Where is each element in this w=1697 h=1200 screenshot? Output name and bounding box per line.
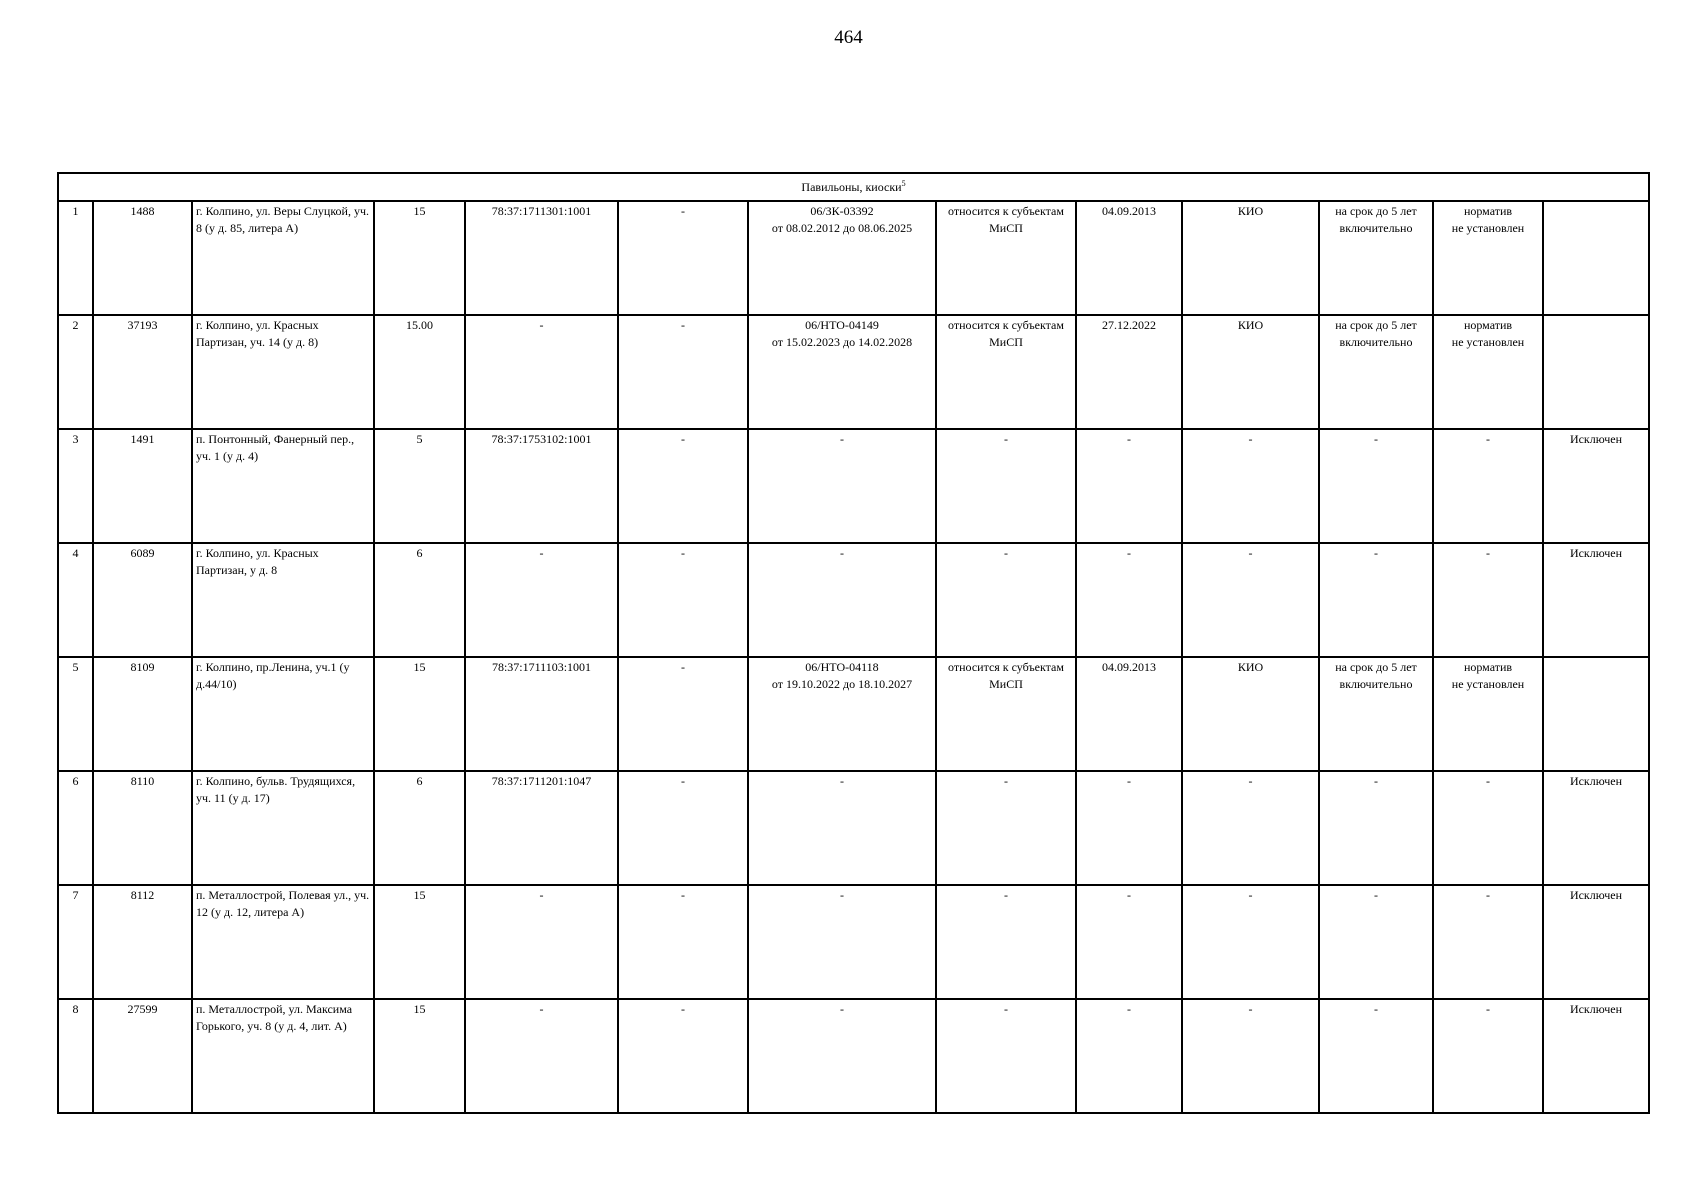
cell-date-text: 27.12.2022	[1102, 318, 1156, 332]
cell-address	[192, 771, 374, 885]
cell-address	[192, 429, 374, 543]
cell-authority-text: -	[1248, 432, 1253, 446]
cell-note	[1543, 657, 1649, 771]
cell-date-text: -	[1127, 432, 1131, 446]
cell-cadastral-number-text: 78:37:1711103:1001	[491, 660, 592, 674]
page-number: 464	[834, 27, 863, 48]
cell-cadastral-number-text: -	[539, 888, 544, 902]
cell-object-id-text: 1488	[130, 204, 155, 218]
cell-contract	[748, 429, 936, 543]
cell-date	[1076, 999, 1182, 1113]
cell-norm-text: -	[1486, 888, 1490, 902]
cell-row-number-text: 7	[72, 888, 79, 902]
cell-area	[374, 429, 465, 543]
cell-address	[192, 201, 374, 315]
cell-date	[1076, 771, 1182, 885]
cell-cadastral-number	[465, 999, 618, 1113]
cell-row-number-text: 1	[72, 204, 79, 218]
cell-contract-text: -	[840, 1002, 844, 1016]
cell-smsp-status	[936, 315, 1076, 429]
cell-date	[1076, 315, 1182, 429]
cell-address-text: г. Колпино, ул. Красных Партизан, у д. 8	[196, 546, 319, 577]
cell-authority-text: -	[1248, 546, 1253, 560]
cell-term	[1319, 771, 1433, 885]
cell-note-text: Исключен	[1569, 774, 1623, 788]
table-row	[58, 771, 1649, 885]
cell-column-6	[618, 999, 748, 1113]
cell-smsp-status-text: относится к субъектам	[948, 204, 1064, 218]
cell-term	[1319, 999, 1433, 1113]
cell-contract	[748, 543, 936, 657]
cell-note	[1543, 771, 1649, 885]
cell-column-6-text: -	[681, 660, 685, 674]
cell-object-id-text: 8112	[130, 888, 155, 902]
cell-cadastral-number	[465, 657, 618, 771]
cell-norm	[1433, 201, 1543, 315]
cell-address-text: г. Колпино, ул. Веры Слуцкой, уч. 8 (у д. 85, литера А)	[196, 204, 370, 235]
cell-date-text: -	[1127, 546, 1131, 560]
cell-smsp-status	[936, 771, 1076, 885]
cell-column-6-text: -	[681, 432, 685, 446]
section-footnote-mark: 5	[901, 178, 906, 188]
cell-area	[374, 771, 465, 885]
cell-date-text: -	[1127, 1002, 1131, 1016]
cell-smsp-status-text: МиСП	[989, 335, 1023, 349]
cell-note	[1543, 885, 1649, 999]
cell-note	[1543, 543, 1649, 657]
cell-authority	[1182, 429, 1319, 543]
cell-row-number-text: 6	[72, 774, 79, 788]
cell-area-text: 5	[416, 432, 423, 446]
cell-address-text: п. Понтонный, Фанерный пер., уч. 1 (у д. 4)	[196, 432, 355, 463]
registry-table-wrapper	[57, 172, 1648, 1114]
cell-term	[1319, 201, 1433, 315]
cell-contract-text: от 08.02.2012 до 08.06.2025	[771, 221, 913, 235]
cell-authority-text: -	[1248, 774, 1253, 788]
cell-date	[1076, 201, 1182, 315]
cell-row-number-text: 4	[72, 546, 79, 560]
cell-authority	[1182, 201, 1319, 315]
cell-cadastral-number	[465, 201, 618, 315]
cell-cadastral-number-text: 78:37:1711301:1001	[491, 204, 592, 218]
cell-cadastral-number-text: 78:37:1753102:1001	[491, 432, 592, 446]
cell-smsp-status	[936, 543, 1076, 657]
cell-term-text: -	[1374, 432, 1378, 446]
cell-norm	[1433, 885, 1543, 999]
cell-address-text: г. Колпино, бульв. Трудящихся, уч. 11 (у д. 17)	[196, 774, 356, 805]
cell-address-text: г. Колпино, ул. Красных Партизан, уч. 14 (у д. 8)	[196, 318, 319, 349]
cell-smsp-status-text: -	[1004, 774, 1008, 788]
cell-norm-text: не установлен	[1451, 677, 1525, 691]
cell-authority	[1182, 771, 1319, 885]
cell-contract	[748, 885, 936, 999]
cell-contract-text: 06/ЗК-03392	[810, 204, 874, 218]
cell-column-6-text: -	[681, 1002, 685, 1016]
cell-object-id	[93, 315, 192, 429]
cell-date-text: -	[1127, 888, 1131, 902]
cell-address	[192, 885, 374, 999]
cell-address-text: п. Металлострой, Полевая ул., уч. 12 (у д. 12, литера А)	[196, 888, 370, 919]
cell-note	[1543, 201, 1649, 315]
cell-row-number	[58, 657, 93, 771]
cell-column-6	[618, 771, 748, 885]
cell-row-number-text: 3	[72, 432, 79, 446]
table-row	[58, 315, 1649, 429]
cell-area-text: 15	[413, 660, 426, 674]
cell-object-id	[93, 201, 192, 315]
cell-object-id-text: 37193	[127, 318, 158, 332]
cell-date-text: 04.09.2013	[1102, 660, 1156, 674]
cell-contract-text: -	[840, 546, 844, 560]
cell-term-text: -	[1374, 774, 1378, 788]
cell-cadastral-number	[465, 315, 618, 429]
cell-area	[374, 999, 465, 1113]
cell-norm-text: -	[1486, 546, 1490, 560]
cell-norm	[1433, 543, 1543, 657]
cell-column-6-text: -	[681, 774, 685, 788]
cell-authority	[1182, 885, 1319, 999]
cell-column-6-text: -	[681, 888, 685, 902]
cell-row-number	[58, 429, 93, 543]
cell-term-text: -	[1374, 546, 1378, 560]
cell-norm-text: -	[1486, 432, 1490, 446]
cell-cadastral-number-text: -	[539, 318, 544, 332]
cell-contract	[748, 315, 936, 429]
cell-term-text: на срок до 5 лет	[1335, 318, 1417, 332]
cell-term-text: -	[1374, 888, 1378, 902]
section-header-row	[58, 173, 1649, 201]
cell-date-text: 04.09.2013	[1102, 204, 1156, 218]
cell-object-id	[93, 885, 192, 999]
cell-smsp-status-text: -	[1004, 888, 1008, 902]
table-row	[58, 201, 1649, 315]
cell-date	[1076, 543, 1182, 657]
cell-term	[1319, 429, 1433, 543]
cell-term-text: на срок до 5 лет	[1335, 204, 1417, 218]
cell-term-text: включительно	[1339, 677, 1413, 691]
cell-contract-text: 06/НТО-04149	[805, 318, 879, 332]
cell-note	[1543, 429, 1649, 543]
cell-term	[1319, 315, 1433, 429]
cell-smsp-status	[936, 429, 1076, 543]
table-row	[58, 429, 1649, 543]
cell-area	[374, 201, 465, 315]
cell-date-text: -	[1127, 774, 1131, 788]
cell-term	[1319, 657, 1433, 771]
cell-note	[1543, 315, 1649, 429]
table-row	[58, 885, 1649, 999]
cell-column-6	[618, 429, 748, 543]
cell-contract	[748, 201, 936, 315]
cell-row-number	[58, 543, 93, 657]
cell-authority	[1182, 657, 1319, 771]
cell-address	[192, 657, 374, 771]
cell-norm-text: не установлен	[1451, 335, 1525, 349]
cell-object-id	[93, 429, 192, 543]
cell-note-text: Исключен	[1569, 432, 1623, 446]
cell-smsp-status-text: относится к субъектам	[948, 660, 1064, 674]
cell-address-text: п. Металлострой, ул. Максима Горького, уч. 8 (у д. 4, лит. А)	[196, 1002, 353, 1033]
cell-smsp-status-text: -	[1004, 1002, 1008, 1016]
cell-column-6	[618, 543, 748, 657]
cell-date	[1076, 429, 1182, 543]
cell-column-6-text: -	[681, 318, 685, 332]
cell-cadastral-number	[465, 543, 618, 657]
cell-smsp-status-text: МиСП	[989, 221, 1023, 235]
cell-norm-text: -	[1486, 774, 1490, 788]
cell-area	[374, 543, 465, 657]
cell-object-id	[93, 999, 192, 1113]
cell-date	[1076, 657, 1182, 771]
cell-note-text: Исключен	[1569, 1002, 1623, 1016]
section-title: Павильоны, киоски	[801, 179, 902, 194]
cell-contract	[748, 771, 936, 885]
cell-row-number	[58, 315, 93, 429]
cell-date	[1076, 885, 1182, 999]
cell-norm	[1433, 657, 1543, 771]
cell-area-text: 15	[413, 888, 426, 902]
cell-authority-text: -	[1248, 888, 1253, 902]
cell-area	[374, 885, 465, 999]
cell-note-text: Исключен	[1569, 888, 1623, 902]
cell-authority-text: КИО	[1237, 204, 1264, 218]
cell-row-number-text: 5	[72, 660, 79, 674]
cell-column-6	[618, 201, 748, 315]
cell-term	[1319, 885, 1433, 999]
cell-cadastral-number	[465, 429, 618, 543]
cell-column-6	[618, 315, 748, 429]
cell-area	[374, 657, 465, 771]
cell-term-text: -	[1374, 1002, 1378, 1016]
cell-cadastral-number	[465, 885, 618, 999]
cell-contract-text: от 15.02.2023 до 14.02.2028	[771, 335, 913, 349]
cell-note-text: Исключен	[1569, 546, 1623, 560]
cell-authority-text: КИО	[1237, 660, 1264, 674]
cell-area-text: 15	[413, 1002, 426, 1016]
cell-row-number-text: 2	[72, 318, 79, 332]
cell-contract-text: -	[840, 888, 844, 902]
cell-object-id-text: 8110	[130, 774, 155, 788]
cell-smsp-status-text: -	[1004, 432, 1008, 446]
cell-norm-text: норматив	[1463, 318, 1513, 332]
cell-column-6	[618, 657, 748, 771]
cell-object-id-text: 1491	[130, 432, 155, 446]
cell-smsp-status	[936, 885, 1076, 999]
cell-smsp-status	[936, 657, 1076, 771]
cell-object-id	[93, 657, 192, 771]
cell-column-6-text: -	[681, 204, 685, 218]
cell-smsp-status-text: МиСП	[989, 677, 1023, 691]
cell-authority-text: КИО	[1237, 318, 1264, 332]
cell-address	[192, 315, 374, 429]
section-title-cell	[58, 173, 1649, 201]
registry-table	[57, 172, 1650, 1114]
cell-norm	[1433, 429, 1543, 543]
cell-area	[374, 315, 465, 429]
cell-row-number-text: 8	[72, 1002, 79, 1016]
cell-object-id-text: 6089	[130, 546, 155, 560]
cell-contract-text: -	[840, 774, 844, 788]
cell-term-text: на срок до 5 лет	[1335, 660, 1417, 674]
cell-smsp-status	[936, 999, 1076, 1113]
cell-term-text: включительно	[1339, 221, 1413, 235]
cell-contract	[748, 999, 936, 1113]
cell-area-text: 6	[416, 546, 423, 560]
cell-contract-text: -	[840, 432, 844, 446]
cell-address	[192, 543, 374, 657]
cell-norm	[1433, 999, 1543, 1113]
cell-norm	[1433, 315, 1543, 429]
cell-column-6	[618, 885, 748, 999]
cell-authority	[1182, 999, 1319, 1113]
cell-row-number	[58, 885, 93, 999]
cell-smsp-status-text: -	[1004, 546, 1008, 560]
cell-smsp-status	[936, 201, 1076, 315]
cell-cadastral-number	[465, 771, 618, 885]
cell-contract-text: от 19.10.2022 до 18.10.2027	[771, 677, 913, 691]
cell-authority	[1182, 315, 1319, 429]
cell-norm-text: -	[1486, 1002, 1490, 1016]
cell-cadastral-number-text: -	[539, 1002, 544, 1016]
cell-norm-text: норматив	[1463, 660, 1513, 674]
table-row	[58, 657, 1649, 771]
cell-row-number	[58, 201, 93, 315]
cell-area-text: 6	[416, 774, 423, 788]
cell-smsp-status-text: относится к субъектам	[948, 318, 1064, 332]
cell-cadastral-number-text: 78:37:1711201:1047	[491, 774, 592, 788]
table-row	[58, 543, 1649, 657]
cell-area-text: 15	[413, 204, 426, 218]
cell-contract	[748, 657, 936, 771]
cell-term-text: включительно	[1339, 335, 1413, 349]
cell-row-number	[58, 999, 93, 1113]
cell-column-6-text: -	[681, 546, 685, 560]
cell-term	[1319, 543, 1433, 657]
cell-object-id	[93, 543, 192, 657]
cell-note	[1543, 999, 1649, 1113]
cell-norm-text: норматив	[1463, 204, 1513, 218]
cell-cadastral-number-text: -	[539, 546, 544, 560]
cell-object-id-text: 8109	[130, 660, 155, 674]
cell-norm	[1433, 771, 1543, 885]
table-body	[58, 173, 1649, 1113]
cell-authority	[1182, 543, 1319, 657]
cell-norm-text: не установлен	[1451, 221, 1525, 235]
cell-object-id-text: 27599	[127, 1002, 158, 1016]
cell-object-id	[93, 771, 192, 885]
cell-address-text: г. Колпино, пр.Ленина, уч.1 (у д.44/10)	[196, 660, 350, 691]
cell-contract-text: 06/НТО-04118	[805, 660, 879, 674]
cell-authority-text: -	[1248, 1002, 1253, 1016]
table-row	[58, 999, 1649, 1113]
cell-address	[192, 999, 374, 1113]
cell-row-number	[58, 771, 93, 885]
cell-area-text: 15.00	[406, 318, 433, 332]
